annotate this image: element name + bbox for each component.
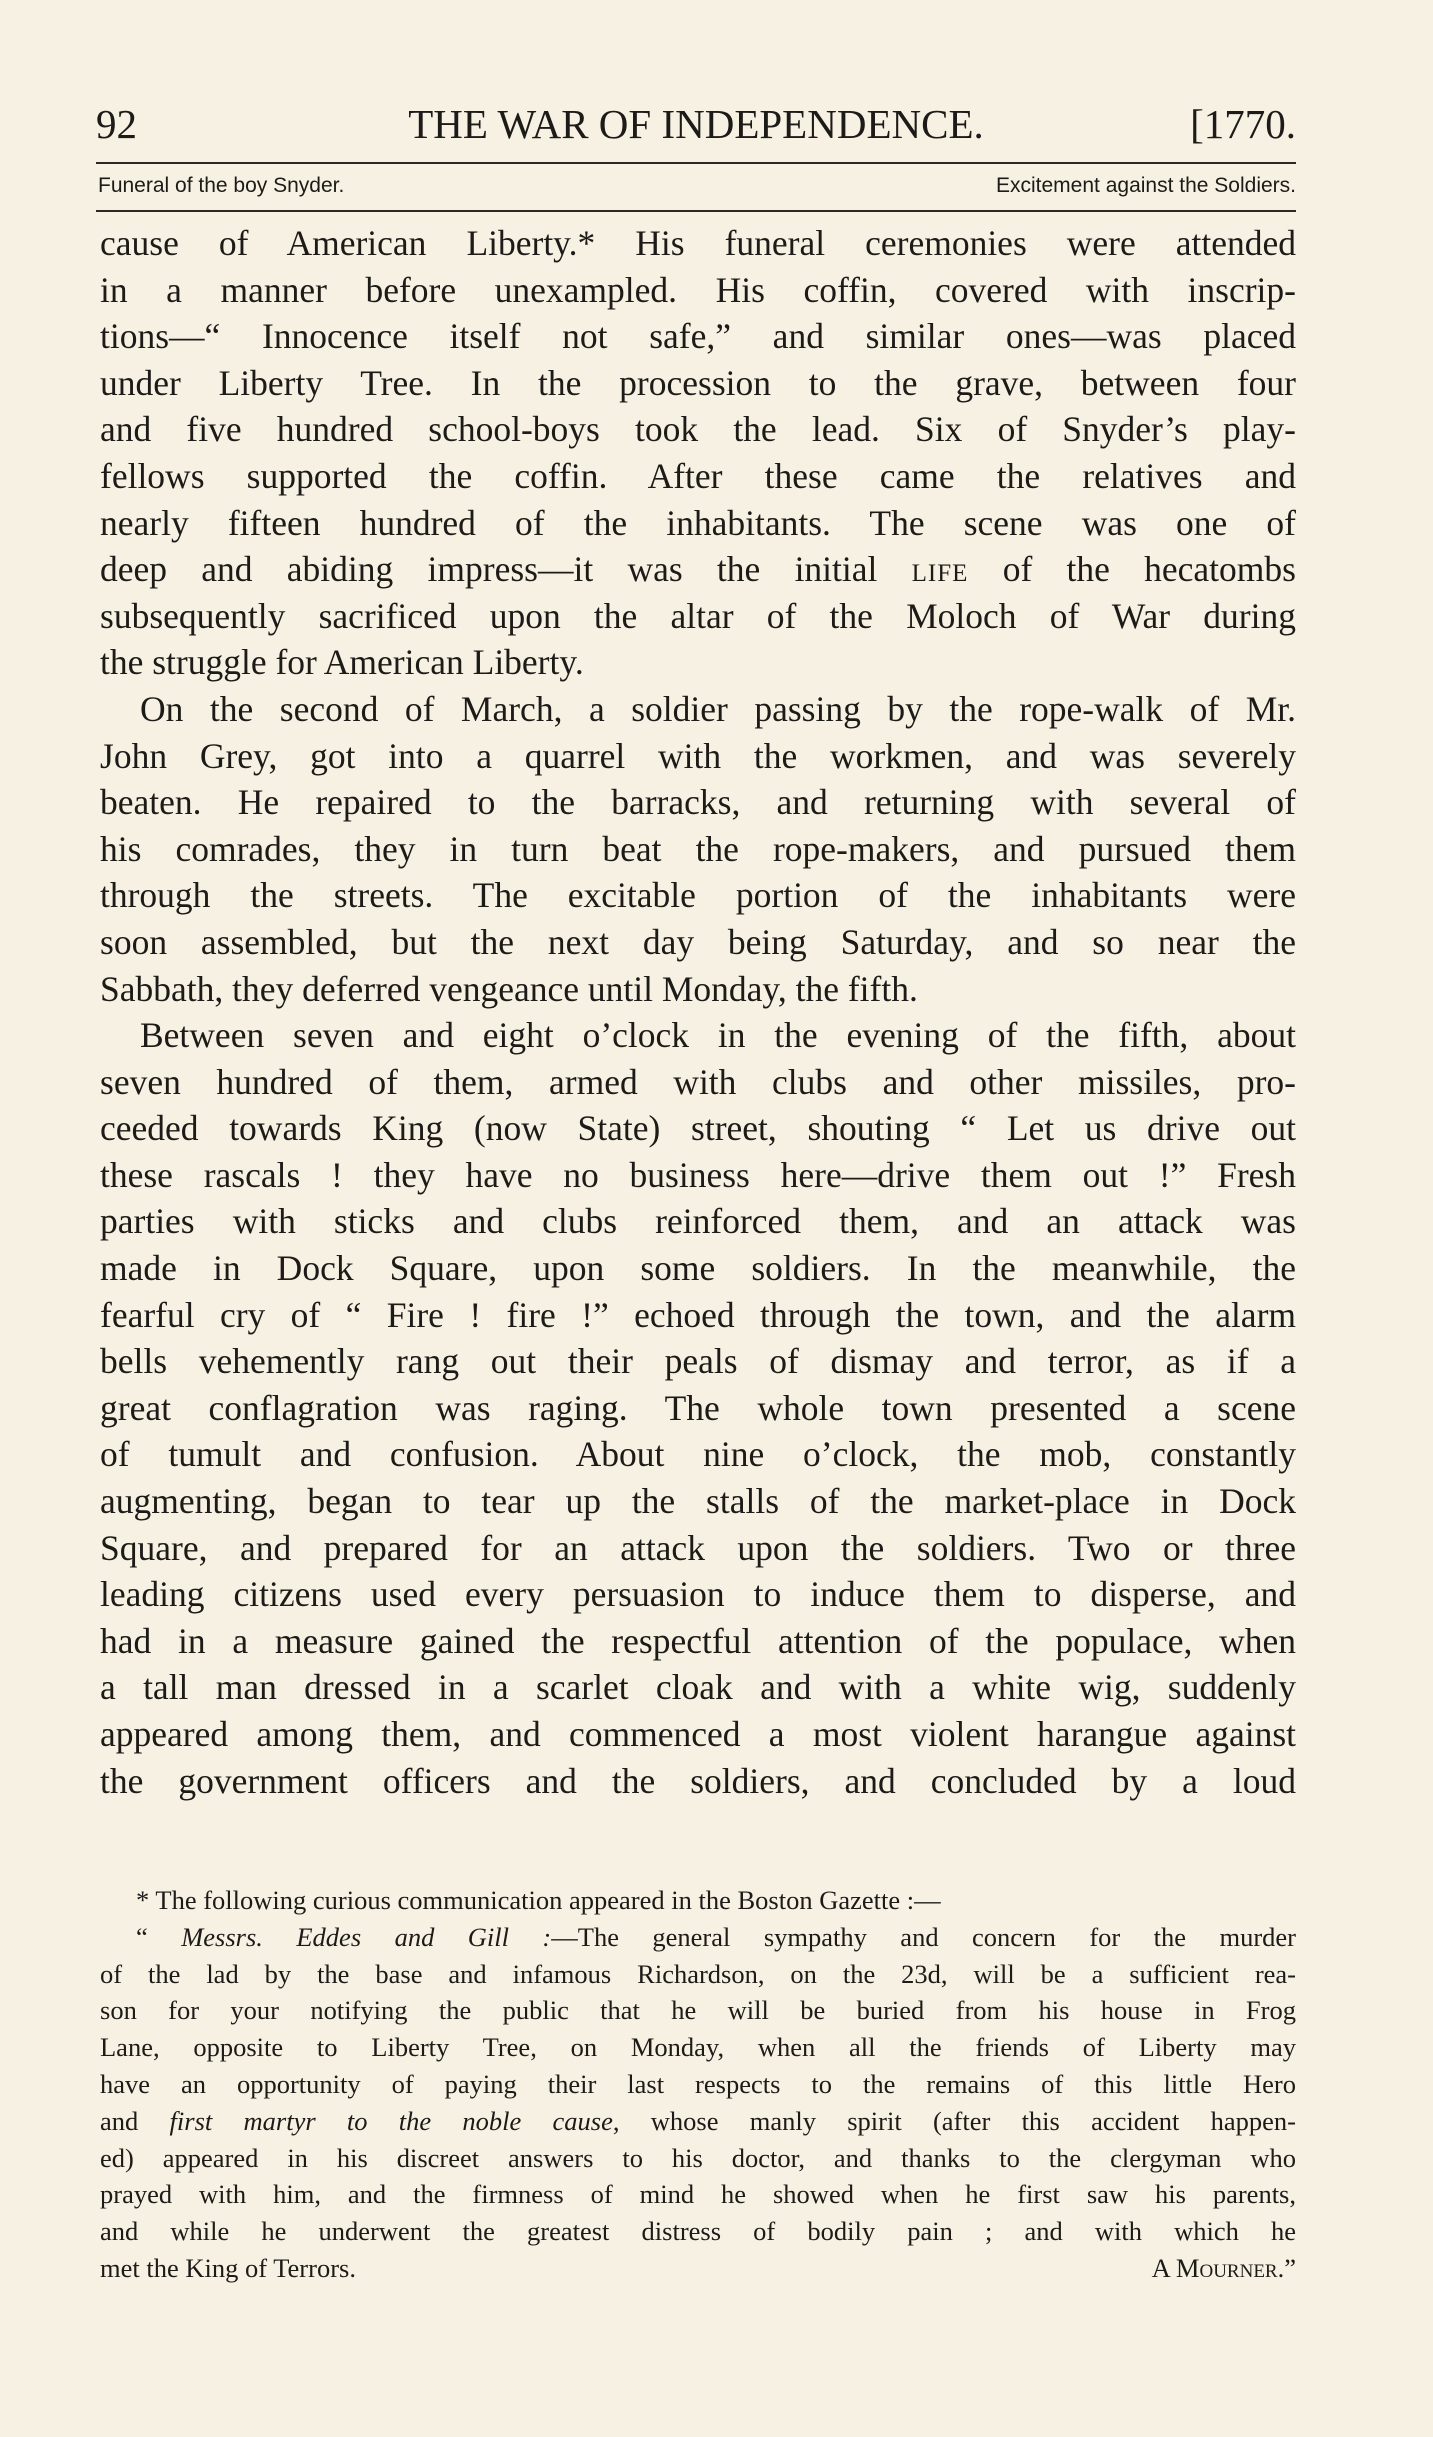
header-year: [1770.	[1190, 101, 1296, 147]
body-line: great conflagration was raging. The whole town presented a scene	[100, 1387, 1296, 1428]
body-text	[100, 220, 1296, 1804]
footnote-line: have an opportunity of paying their last respects to the remains of this little Hero	[100, 2068, 1296, 2099]
text-run: and	[100, 2105, 170, 2136]
addressee: Messrs. Eddes and Gill :	[181, 1921, 552, 1952]
body-line: beaten. He repaired to the barracks, and returning with several of	[100, 782, 1296, 823]
footnote-line: son for your notifying the public that he will be buried from his house in Frog	[100, 1995, 1296, 2026]
body-line: augmenting, began to tear up the stalls of the market-place in Dock	[100, 1481, 1296, 1522]
body-line: and five hundred school-boys took the lead. Six of Snyder’s play-	[100, 409, 1296, 450]
body-line: John Grey, got into a quarrel with the workmen, and was severely	[100, 735, 1296, 776]
body-line: made in Dock Square, upon some soldiers. In the meanwhile, the	[100, 1248, 1296, 1289]
footnote-line: and while he underwent the greatest distress of bodily pain ; and with which he	[100, 2216, 1296, 2247]
text-run: met the King of Terrors.	[100, 2252, 356, 2283]
header-rule-top	[96, 162, 1296, 164]
body-line: Square, and prepared for an attack upon the soldiers. Two or three	[100, 1527, 1296, 1568]
body-line: subsequently sacrificed upon the altar of the Moloch of War during	[100, 595, 1296, 636]
text-run: —The general sympathy and concern for the murder	[551, 1921, 1296, 1952]
footnote	[100, 1882, 1296, 2287]
page-header	[96, 100, 1296, 150]
italic-phrase: first martyr to the noble cause	[169, 2105, 613, 2136]
signature: A Mourner.”	[1151, 2252, 1296, 2283]
body-line: of tumult and confusion. About nine o’clock, the mob, constantly	[100, 1434, 1296, 1475]
text-run: of the hecatombs	[968, 549, 1296, 590]
footnote-line	[100, 2103, 1296, 2140]
body-line: Between seven and eight o’clock in the evening of the fifth, about	[140, 1015, 1296, 1056]
text-run: deep and abiding impress—it was the initial	[100, 549, 912, 590]
page-number: 92	[96, 101, 137, 147]
body-line: his comrades, they in turn beat the rope-makers, and pursued them	[100, 828, 1296, 869]
footnote-line	[100, 2250, 1296, 2287]
footnote-line: ed) appeared in his discreet answers to his doctor, and thanks to the clergyman who	[100, 2142, 1296, 2173]
body-line: appeared among them, and commenced a most violent harangue against	[100, 1714, 1296, 1754]
body-line: cause of American Liberty.* His funeral ceremonies were attended	[100, 223, 1296, 263]
footnote-intro: * The following curious communication appeared in the Boston Gazette :—	[136, 1885, 941, 1915]
body-line: through the streets. The excitable portion of the inhabitants were	[100, 875, 1296, 916]
text-run: “	[136, 1921, 182, 1952]
body-line: had in a measure gained the respectful attention of the populace, when	[100, 1620, 1296, 1661]
footnote-line: of the lad by the base and infamous Richardson, on the 23d, will be a sufficient rea-	[100, 1958, 1296, 1989]
header-rule-bottom	[96, 210, 1296, 212]
body-line: On the second of March, a soldier passing by the rope-walk of Mr.	[140, 688, 1296, 729]
body-line: ceeded towards King (now State) street, shouting “ Let us drive out	[100, 1108, 1296, 1149]
footnote-line	[100, 1919, 1296, 1956]
running-title: THE WAR OF INDEPENDENCE.	[408, 101, 984, 147]
subheader-right: Excitement against the Soldiers.	[996, 174, 1296, 197]
body-line: fearful cry of “ Fire ! fire !” echoed through the town, and the alarm	[100, 1294, 1296, 1335]
section-subheader	[96, 174, 1296, 204]
body-line: in a manner before unexampled. His coffin, covered with inscrip-	[100, 269, 1296, 310]
body-line: Sabbath, they deferred vengeance until Monday, the fifth.	[100, 968, 918, 1009]
body-line: parties with sticks and clubs reinforced them, and an attack was	[100, 1201, 1296, 1242]
body-line: under Liberty Tree. In the procession to the grave, between four	[100, 362, 1296, 403]
smallcaps-word: life	[911, 549, 969, 590]
body-line: bells vehemently rang out their peals of dismay and terror, as if a	[100, 1341, 1296, 1382]
footnote-line: prayed with him, and the firmness of mind he showed when he first saw his parents,	[100, 2179, 1296, 2210]
text-run: , whose manly spirit (after this accident happen-	[612, 2105, 1296, 2136]
body-line: the government officers and the soldiers, and concluded by a loud	[100, 1760, 1296, 1801]
body-line: a tall man dressed in a scarlet cloak and with a white wig, suddenly	[100, 1667, 1296, 1708]
body-line: the struggle for American Liberty.	[100, 642, 584, 683]
body-line: nearly fifteen hundred of the inhabitants. The scene was one of	[100, 502, 1296, 543]
body-line: leading citizens used every persuasion to induce them to disperse, and	[100, 1574, 1296, 1615]
body-line: soon assembled, but the next day being Saturday, and so near the	[100, 921, 1296, 962]
body-line	[100, 546, 1296, 593]
footnote-line: Lane, opposite to Liberty Tree, on Monday, when all the friends of Liberty may	[100, 2032, 1296, 2063]
body-line: these rascals ! they have no business here—drive them out !” Fresh	[100, 1154, 1296, 1195]
body-line: tions—“ Innocence itself not safe,” and similar ones—was placed	[100, 316, 1296, 357]
subheader-left: Funeral of the boy Snyder.	[98, 174, 345, 197]
body-line: fellows supported the coffin. After these came the relatives and	[100, 455, 1296, 496]
body-line: seven hundred of them, armed with clubs and other missiles, pro-	[100, 1061, 1296, 1102]
